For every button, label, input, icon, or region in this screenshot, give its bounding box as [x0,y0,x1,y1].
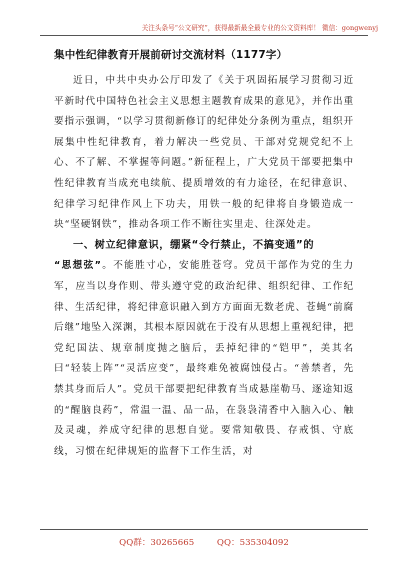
section-1-lead-bold: “思想弦” [54,260,102,272]
header-divider [40,35,368,36]
section-1-body: 。不能胜寸心，安能胜苍穹。党员干部作为党的生力军，应当以身作则、带头遵守党的政治纪律、组织纪律、工作纪律、生活纪律，将纪律意识融入到方方面面无数老虎、苍蝇“前腐后继”地坠入深渊，其根本原因就在于没有从思想上重视纪律，把党纪国法、规章制度抛之脑后，丢掉纪律的“铠甲”，美其名曰“轻装上阵”“灵活应变”，最终难免被腐蚀侵占。“善禁者，先禁其身而后人”。党员干部要把纪律教育当成悬崖勒马、逐途知返的“醒脑良药”，常温一温、品一品，在袅袅清香中入脑入心、触及灵魂，养成守纪律的思想自觉。要常知敬畏、存戒惧、守底线，习惯在纪律规矩的监督下工作生活，对 [54,260,354,457]
document-body [54,47,354,462]
header-note: 关注头条号“公文研究”，获得最新最全最专业的公文资料库！ 微信：gongwenyj [141,24,378,32]
document-title: 集中性纪律教育开展前研讨交流材料（1177字） [54,49,288,61]
footer-divider [40,529,368,530]
section-1-heading: 一、树立纪律意识，绷紧“令行禁止，不搞变通”的 [73,239,315,251]
footer [0,536,408,548]
footer-qq: QQ：535304092 [216,538,289,548]
section-1-paragraph [54,256,354,462]
footer-qq-group: QQ群：30265665 [119,538,195,548]
intro-paragraph: 近日，中共中央办公厅印发了《关于巩固拓展学习贯彻习近平新时代中国特色社会主义思想主题教育成果的意见》，并作出重要指示强调，“以学习贯彻新修订的纪律处分条例为重点，组织开展集中性纪律教育，着力解决一些党员、干部对党规党纪不上心、不了解、不掌握等问题。”新征程上，广大党员干部要把集中性纪律教育当成充电续航、提质增效的有力途径，在纪律意识、纪律学习纪律作风上下功夫，用铁一般的纪律将自身锻造成一块“坚硬钢铁”，推动各项工作不断往实里走、往深处走。 [54,75,354,231]
